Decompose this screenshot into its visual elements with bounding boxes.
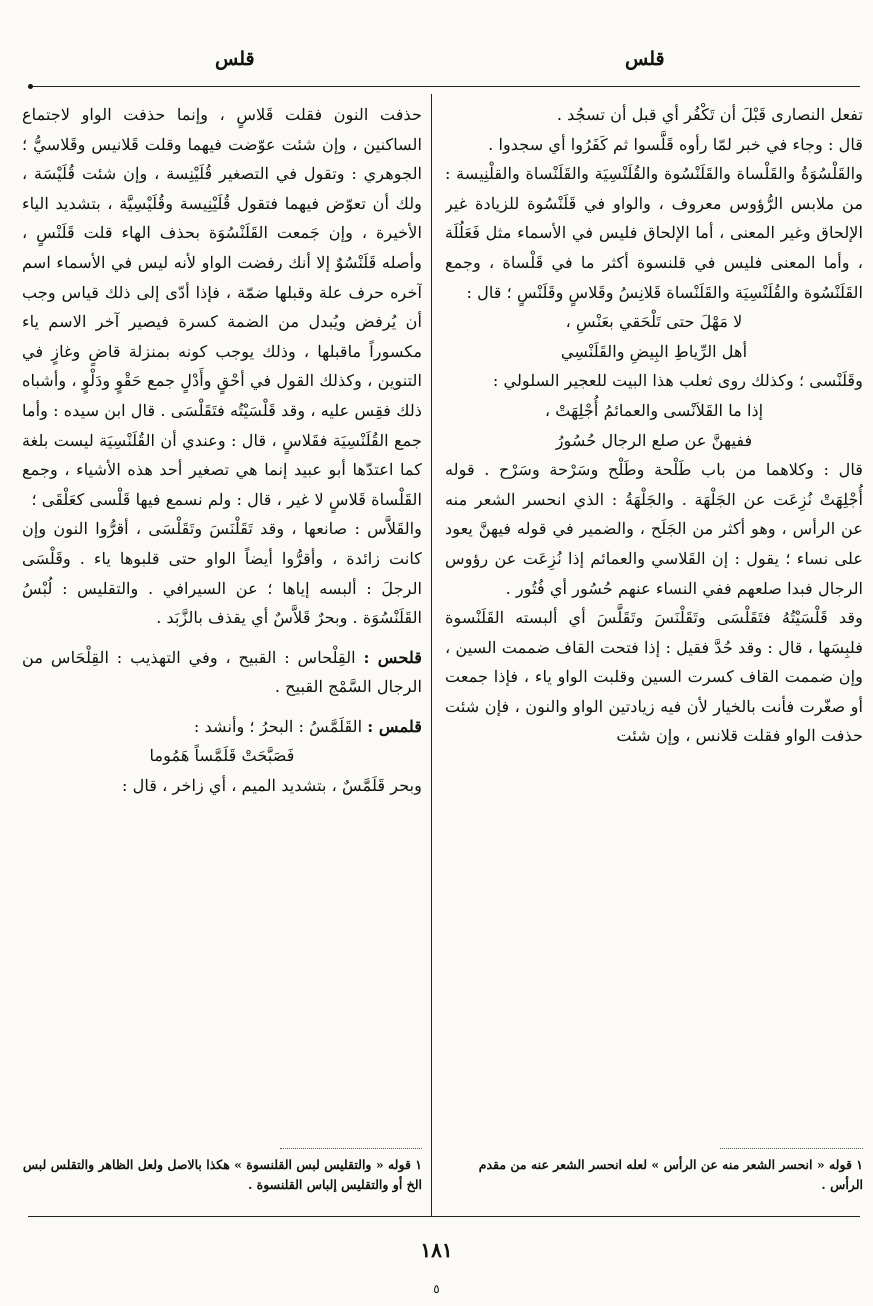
entry-headword: قلمس : [367,716,422,736]
entry-headword: قلحس : [363,647,422,667]
header-right-keyword: قلس [625,48,665,70]
page-number: ١٨١ [420,1238,453,1262]
header-rule [28,86,860,87]
footnote-left: ١ قوله « والتقليس لبس القلنسوة » هكذا بالاصل ولعل الظاهر والتقلس لبس الخ أو والتقليس إلباس القلنسوة . [22,1157,422,1192]
left-column [22,100,422,1140]
paragraph: قال : وكلاهما من باب طَلْحة وطَلْح وسَرْحة وسَرْح . قوله أُجْلِهَتْ نُزِعَت عن الجَلْهَة . والجَلْهَةُ : الذي انحسر الشعر منه عن الرأس ، وهو أكثر من الجَلَح ، والضمير في قوله فيهنَّ يعود على نساء ؛ يقول : إن القَلاسي والعمائم إذا نُزِعَت عن رؤوس الرجال فبدا صلعهم ففي النساء عنهم حُسُور أي فُتُور . [445,460,863,598]
paragraph: وقَلَنْسى ؛ وكذلك روى ثعلب هذا البيت للعجير السلولي : [492,371,863,391]
entry-qlhs [22,643,422,702]
footer-rule [28,1216,860,1217]
verse-line: فَصَبَّحَتْ قَلَمَّساً هَمُوما [149,746,295,766]
paragraph: والقَلْسُوَةُ والقَلْساة والقَلَنْسُوة والقُلَنْسِيَة والقَلَنْساة والقلْنِيسة : من ملابس الرُّؤوس معروف ، والواو في قَلَنْسُوة للزيادة غير الإلحاق وغير المعنى ، أما الإلحاق فليس في الأسماء مثل فَعَلُلَة ، وأما المعنى فليس في قلنسوة أكثر ما في قَلْساة ، وجمع القَلَنْسُوة والقُلَنْسِيَة والقَلَنْساة قَلانِسُ وقَلاسٍ وقَلَنْسٍ ؛ قال : [445,164,863,302]
entry-body: القَلَمَّسُ : البحرُ ؛ وأنشد : [193,716,363,736]
right-column [445,100,863,1140]
paragraph: وقد قَلْسَيْتُهُ فتَقَلْسَى وتَقَلْنَسَ وتَقَلَّسَ أي ألبسته القَلَنْسوة فلبِسَها ، قال : وقد حُدَّ فقيل : إذا فتحت القاف ضممت السين ، وإن ضممت القاف كسرت السين وقلبت الواو ياء ، فإذا جمعت أو صغّرت فأنت بالخيار لأن فيه زيادتين الواو والنون ، فإن شئت حذفت الواو فقلت قلانس ، وإن شئت [445,608,863,746]
verse-line: ففيهنَّ عن صلع الرجال حُسُورُ [555,430,753,450]
verse-line: لا مَهْلَ حتى تَلْحَقي بعَنْسِ ، [565,312,743,332]
footnote-separator [720,1148,863,1149]
paragraph: والقَلاَّس : صانعها ، وقد تَقَلْنَسَ وتَقَلْسَى ، أقرُّوا النون وإن كانت زائدة ، وأقرُّوا أيضاً الواو حتى قلبوها ياء . وقَلْسَى الرجلَ : ألبسه إياها ؛ عن السيرافي . والتقليس : لُبْسُ القَلَنْسُوَة . وبحرٌ قَلاَّسٌ أي يقذف بالزَّبَد . [22,519,422,628]
paragraph: قال : وجاء في خبر لمّا رأوه قَلَّسوا ثم كَفَرُوا أي سجدوا . [488,134,863,154]
entry-qlms [22,712,422,742]
paragraph: تفعل النصارى قَبْلَ أن تَكْفُر أي قبل أن تسجُد . [556,105,863,124]
footnote-right: ١ قوله « انحسر الشعر منه عن الرأس » لعله انحسر الشعر عنه من مقدم الرأس . [478,1157,863,1192]
footnote-separator [280,1148,422,1149]
column-divider [431,94,432,1216]
verse-line: أهل الرِّياطِ البِيضِ والقَلَنْسِي [560,341,748,361]
paragraph: حذفت النون فقلت قَلاسٍ ، وإنما حذفت الواو لاجتماع الساكنين ، وإن شئت عوّضت فيهما وقلت قَلانيس وقَلاسيُّ ؛ الجوهري : وتقول في التصغير قُلَيْنِسة ، وإن شئت قُلَيْسَة ، ولك أن تعوّض فيهما فتقول قُلَيْنِيسة وقُلَيْسِيَّة ، بتشديد الياء الأخيرة ، وإن جَمعت القَلَنْسُوَة بحذف الهاء قلت قَلَنْسٍ ، وأصله قَلَنْسُوٌ إلا أنك رفضت الواو لأنه ليس في الأسماء اسم آخره حرف علة وقبلها ضمّة ، فإذا أدّى إلى ذلك قياس وجب أن يُرفض ويُبدل من الضمة كسرة فيصير آخر الاسم ياء مكسوراً ماقبلها ، وذلك يوجب كونه بمنزلة قاضٍ وغازٍ في التنوين ، وكذلك القول في أحْقٍ وأَدْلٍ جمع حَقْوٍ ودَلْوٍ ، وأشباه ذلك فقِس عليه ، وقد قَلْسَيْتُه فتَقَلْسَى . قال ابن سيده : وأما جمع القُلَنْسِيَة فقَلاسٍ ، قال : وعندي أن القُلَنْسِيَة ليست بلغة كما اعتدّها أبو عبيد إنما هي تصغير أحد هذه الأشياء ، وجمع القَلْساة قَلاسٍ لا غير ، قال : ولم نسمع فيها قَلْسى كعَلْقَى ؛ [22,105,422,509]
verse-line: إذا ما القَلاَنْسى والعمائمُ أُجْلِهَتْ ، [544,400,764,420]
signature-mark: ٥ [433,1282,440,1296]
paragraph: وبحر قَلَمَّسٌ ، بتشديد الميم ، أي زاخر ، قال : [121,776,422,796]
header-left-keyword: قلس [215,48,255,70]
entry-body: القِلْحاس : القبيح ، وفي التهذيب : القِلْحَاس من الرجال السَّمْج القبيح . [22,647,422,697]
